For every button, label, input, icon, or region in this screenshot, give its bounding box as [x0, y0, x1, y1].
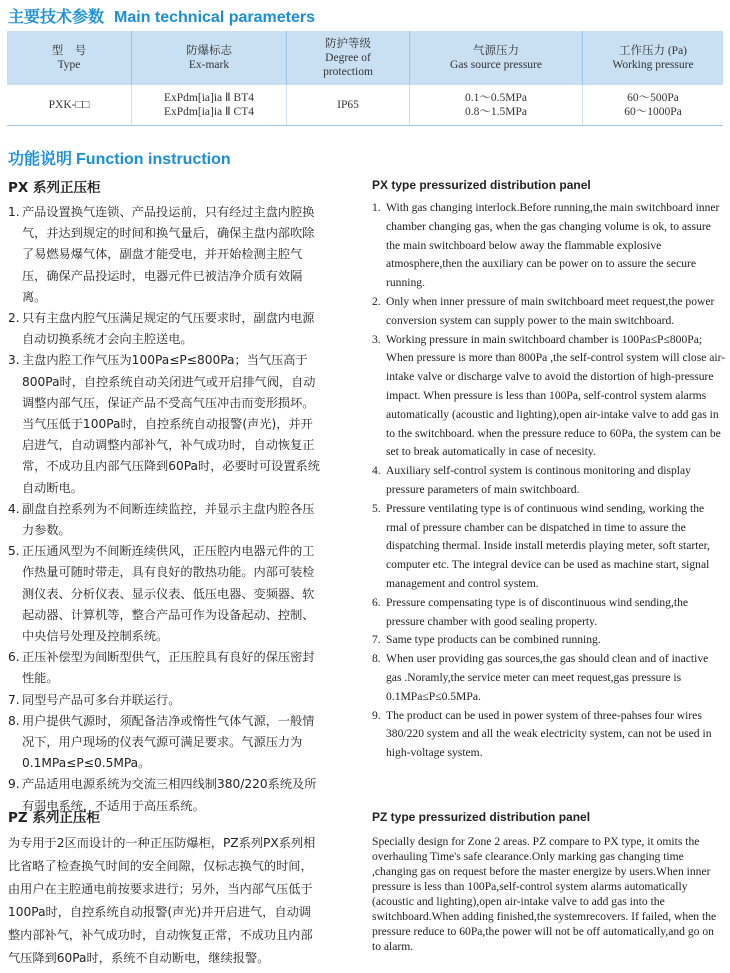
px-en-item-text: Pressure compensating type is of discontinuous wind sending,the pressure chamber with good sealing property.	[386, 595, 689, 628]
px-en-item	[372, 462, 726, 500]
px-en-item-text: Working pressure in main switchboard chamber is 100Pa≤P≤800Pa; When pressure is more than 800Pa ,the self-control system will close air-intake valve or discharge valve to avoid the distortion of high-pressure impact. When pressure is less than 100Pa, self-control system alarms automatically (acoustic and lighting),open air-intake valve to add gas in to the switchboard. when the pressure reduce to 60Pa, the system can be set to break automatically in case of necesity.	[386, 332, 726, 459]
px-en-item-text: Auxiliary self-control system is continous monitoring and display pressure parameters of main switchboard.	[386, 464, 691, 496]
px-cn-item	[8, 711, 320, 775]
px-en-item	[372, 293, 726, 331]
px-cn-item-number: 2.	[8, 311, 20, 326]
px-heading-cn: PX 系列正压柜	[8, 180, 101, 196]
px-en-item	[372, 631, 726, 650]
function-title	[8, 146, 231, 169]
cell-work-pressure: 60～500Pa 60～1000Pa	[583, 85, 724, 126]
px-cn-item-text: 只有主盘内腔气压满足规定的气压要求时，副盘内电源自动切换系统才会向主腔送电。	[22, 311, 315, 347]
px-en-item-number: 8.	[372, 652, 381, 666]
px-cn-item-number: 5.	[8, 544, 20, 559]
cell-protection: IP65	[287, 85, 410, 126]
px-en-item-text: Pressure ventilating type is of continuous wind sending, working the rmal of pressure chamber can be dispatched in time to assure the dispatching thermal. Inside install meterdis playing meter, soft starter, computer etc. The integral device can be used as machine start, signal management and control system.	[386, 501, 710, 590]
header-type: 型 号 Type	[7, 31, 132, 85]
px-en-item-text: Only when inner pressure of main switchboard meet request,the power conversion system can supply power to the main switchboard.	[386, 294, 715, 327]
px-cn-item	[8, 541, 320, 647]
params-data-row	[7, 85, 723, 126]
px-en-item-number: 7.	[372, 633, 381, 647]
px-cn-item-number: 9.	[8, 777, 20, 792]
px-cn-item-number: 8.	[8, 713, 20, 728]
px-en-item-number: 5.	[372, 501, 381, 515]
px-en-item-number: 9.	[372, 708, 381, 722]
px-cn-item	[8, 690, 320, 711]
px-cn-item-text: 正压通风型为不间断连续供风，正压腔内电器元件的工作热量可随时带走，具有良好的散热功能。内部可装检测仪表、分析仪表、显示仪表、低压电器、变频器、软起动器、计算机等，整合产品可作为设备起动、控制、中央信号处理及控制系统。	[22, 544, 315, 644]
px-cn-item-text: 正压补偿型为间断型供气，正压腔具有良好的保压密封性能。	[22, 650, 315, 686]
px-heading-en: PX type pressurized distribution panel	[372, 178, 591, 192]
px-cn-item-text: 产品设置换气连锁、产品投运前，只有经过主盘内腔换气，并达到规定的时间和换气量后，确保主盘内部吹除了易燃易爆气体，副盘才能受电，并开始检测主腔气压，确保产品投运时，电器元件已被洁净介质有效隔离。	[22, 205, 315, 304]
px-cn-item-text: 产品适用电源系统为交流三相四线制380/220系统及所有弱电系统，不适用于高压系统。	[22, 777, 317, 813]
px-cn-item-number: 1.	[8, 205, 20, 219]
px-en-item-number: 6.	[372, 595, 381, 609]
header-work-pressure: 工作压力 (Pa) Working pressure	[583, 31, 724, 85]
px-en-item	[372, 650, 726, 706]
px-en-item-text: With gas changing interlock.Before running,the main switchboard inner chamber changing gas, when the gas changing volume is ok, to assure the main switchboard below away the flammable explosive atmosphere,then the auxiliary can be power on to assure the secure running.	[386, 201, 720, 290]
px-cn-item-number: 4.	[8, 501, 20, 516]
px-cn-item-text: 副盘自控系列为不间断连续监控，并显示主盘内腔各压力参数。	[22, 501, 315, 538]
px-list-en	[372, 199, 726, 763]
px-en-item-number: 3.	[372, 332, 381, 346]
px-en-item-text: Same type products can be combined running.	[386, 633, 601, 647]
px-cn-item-text: 主盘内腔工作气压为100Pa≤P≤800Pa；当气压高于800Pa时，自控系统自动关闭进气或开启排气阀，自动调整内部气压，保证产品不受高气压冲击而变形损坏。当气压低于100Pa时，自控系统自动报警(声光)，并开启进气，自动调整内部补气，补气成功时，自动恢复正常，不成功且内部气压降到60Pa时，必要时可设置系统自动断电。	[22, 353, 320, 495]
cell-gas-pressure: 0.1～0.5MPa 0.8～1.5MPa	[410, 85, 583, 126]
px-cn-item-number: 7.	[8, 692, 20, 707]
px-cn-item-number: 6.	[8, 650, 20, 665]
pz-text-en: Specially design for Zone 2 areas. PZ compare to PX type, it omits the overhauling Time's safe clearance.Only marking gas changing time ,changing gas on request before the master energize by users.When inner pressure is less than 100Pa,self-control system alarms automatically (acoustic and lighting),open air-intake valve to add gas into the switchboard.When adding finished,the systemrecovers. If failed, when the pressure reduce to 60Pa,the power will not be off automatically,and go on to alarm.	[372, 835, 717, 953]
px-cn-item	[8, 350, 320, 498]
main-params-title	[8, 4, 315, 27]
function-title-en: Function instruction	[76, 151, 231, 168]
px-en-item-text: The product can be used in power system of three-pahses four wires 380/220 system and all the weak electricity system, can not be used in high-voltage system.	[386, 708, 712, 760]
function-title-cn: 功能说明	[8, 151, 73, 168]
params-header-row	[7, 31, 723, 85]
pz-heading-cn: PZ 系列正压柜	[8, 810, 100, 826]
px-en-item	[372, 500, 726, 594]
header-protection: 防护等级 Degree of protectiom	[287, 31, 410, 85]
px-en-item-text: When user providing gas sources,the gas should clean and of inactive gas .Noramly,the service meter can meet request,gas pressure is 0.1MPa≤P≤0.5MPa.	[386, 652, 709, 703]
header-exmark: 防爆标志 Ex-mark	[132, 31, 287, 85]
px-en-item	[372, 707, 726, 763]
px-en-item-number: 2.	[372, 294, 381, 308]
pz-heading-en: PZ type pressurized distribution panel	[372, 810, 591, 824]
px-cn-item	[8, 499, 320, 541]
main-params-title-en: Main technical parameters	[114, 9, 315, 26]
px-list-cn	[8, 202, 320, 817]
px-cn-item-text: 用户提供气源时，须配备洁净或惰性气体气源，一般情况下，用户现场的仪表气源可满足要求。气源压力为0.1MPa≤P≤0.5MPa。	[22, 713, 315, 771]
px-cn-item	[8, 647, 320, 689]
px-en-item	[372, 199, 726, 293]
px-cn-item	[8, 202, 320, 308]
pz-text-cn: 为专用于2区而设计的一种正压防爆柜，PZ系列PX系列相比省略了检查换气时间的安全间隙，仅标志换气的时间，由用户在主腔通电前按要求进行；另外，当内部气压低于100Pa时，自控系统自动报警(声光)并开启进气，自动调整内部补气，补气成功时，自动恢复正常，不成功且内部气压降到60Pa时，系统不自动断电，继续报警。	[8, 836, 316, 965]
px-cn-item-text: 同型号产品可多台并联运行。	[22, 692, 181, 707]
cell-type: PXK-□□	[7, 85, 132, 126]
px-en-item-number: 4.	[372, 464, 381, 478]
cell-exmark: ExPdm[ia]ia Ⅱ BT4 ExPdm[ia]ia Ⅱ CT4	[132, 85, 287, 126]
px-cn-item	[8, 308, 320, 350]
px-en-item-number: 1.	[372, 201, 381, 214]
header-gas-pressure: 气源压力 Gas source pressure	[410, 31, 583, 85]
px-en-item	[372, 594, 726, 632]
main-params-title-cn: 主要技术参数	[8, 9, 105, 26]
px-cn-item-number: 3.	[8, 353, 20, 368]
px-en-item	[372, 331, 726, 463]
params-table	[7, 31, 723, 126]
